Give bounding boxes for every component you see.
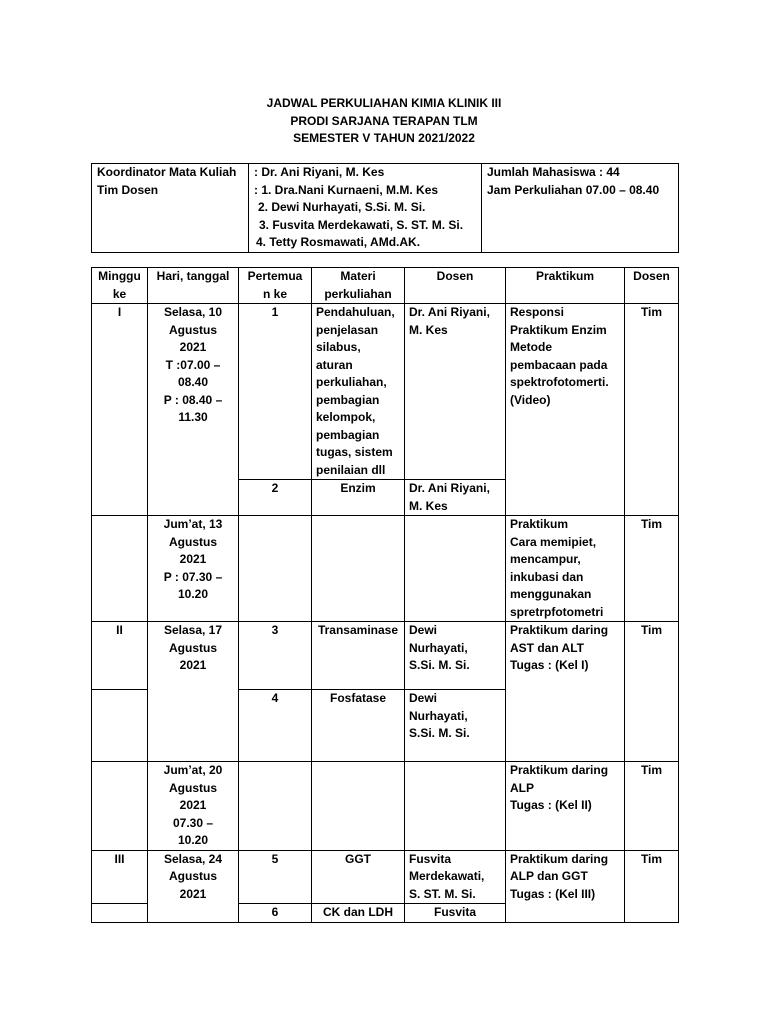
hari-cell: Selasa, 17 Agustus 2021: [148, 622, 239, 690]
dosen-cell: Dewi Nurhayati, S.Si. M. Si.: [405, 622, 506, 690]
coordinator-name: : Dr. Ani Riyani, M. Kes: [254, 165, 385, 179]
minggu-cell: II: [92, 622, 148, 690]
minggu-cell: [92, 762, 148, 851]
table-row: [92, 304, 679, 480]
materi-cell: Pendahuluan, penjelasan silabus, aturan perkuliahan, pembagian kelompok, pembagian tugas, sistem penilaian dll: [312, 304, 405, 480]
hari-cell: Jum’at, 20 Agustus 2021 07.30 – 10.20: [148, 762, 239, 851]
table-row: [92, 516, 679, 622]
praktikum-cell: Praktikum daring ALP dan GGT Tugas : (Kel III): [506, 850, 625, 922]
pertemuan-cell: 2: [239, 480, 312, 516]
pertemuan-cell: [239, 516, 312, 622]
document-heading: [0, 95, 768, 148]
dosen-cell: Dr. Ani Riyani, M. Kes: [405, 304, 506, 480]
header-materi: Materi perkuliahan: [312, 268, 405, 304]
dosen-praktikum-cell: Tim: [625, 304, 679, 516]
praktikum-cell: Praktikum Cara memipiet, mencampur, inkubasi dan menggunakan spretrpfotometri: [506, 516, 625, 622]
hari-cell: Selasa, 10 Agustus 2021 T :07.00 – 08.40 P : 08.40 – 11.30: [148, 304, 239, 516]
materi-cell: Transaminase: [312, 622, 405, 690]
coordinator-info-table: [91, 163, 679, 253]
materi-cell: Enzim: [312, 480, 405, 516]
praktikum-cell: Praktikum daring ALP Tugas : (Kel II): [506, 762, 625, 851]
info-labels-cell: [92, 164, 249, 253]
team-member-3: 3. Fusvita Merdekawati, S. ST. M. Si.: [259, 217, 464, 232]
materi-cell: Fosfatase: [312, 690, 405, 762]
header-hari: Hari, tanggal: [148, 268, 239, 304]
header-dosen-praktikum: Dosen: [625, 268, 679, 304]
minggu-cell: [92, 904, 148, 923]
header-praktikum: Praktikum: [506, 268, 625, 304]
pertemuan-cell: 6: [239, 904, 312, 923]
table-row: [92, 622, 679, 690]
hari-cell: Jum’at, 13 Agustus 2021 P : 07.30 – 10.20: [148, 516, 239, 622]
minggu-cell: III: [92, 850, 148, 904]
dosen-praktikum-cell: Tim: [625, 516, 679, 622]
header-pertemuan: Pertemua n ke: [239, 268, 312, 304]
materi-cell: GGT: [312, 850, 405, 904]
heading-program: PRODI SARJANA TERAPAN TLM: [290, 113, 478, 128]
minggu-cell: [92, 516, 148, 622]
heading-title: JADWAL PERKULIAHAN KIMIA KLINIK III: [266, 96, 502, 110]
lecture-hours: Jam Perkuliahan 07.00 – 08.40: [487, 182, 660, 197]
hari-cell: Selasa, 24 Agustus 2021: [148, 850, 239, 922]
materi-cell: [312, 516, 405, 622]
praktikum-cell: Responsi Praktikum Enzim Metode pembacaan pada spektrofotomerti. (Video): [506, 304, 625, 516]
heading-semester: SEMESTER V TAHUN 2021/2022: [293, 131, 475, 145]
student-count: Jumlah Mahasiswa : 44: [487, 165, 620, 179]
dosen-cell: [405, 762, 506, 851]
minggu-cell: I: [92, 304, 148, 516]
dosen-praktikum-cell: Tim: [625, 850, 679, 922]
table-header-row: [92, 268, 679, 304]
team-member-4: 4. Tetty Rosmawati, AMd.AK.: [256, 235, 421, 249]
team-member-2: 2. Dewi Nurhayati, S.Si. M. Si.: [258, 200, 426, 214]
team-member-1: : 1. Dra.Nani Kurnaeni, M.M. Kes: [254, 182, 439, 197]
materi-cell: CK dan LDH: [312, 904, 405, 923]
praktikum-cell: Praktikum daring AST dan ALT Tugas : (Kel I): [506, 622, 625, 762]
info-right-cell: [482, 164, 679, 253]
table-row: [92, 850, 679, 904]
team-label: Tim Dosen: [97, 182, 159, 197]
pertemuan-cell: 3: [239, 622, 312, 690]
schedule-table: [91, 267, 679, 923]
dosen-cell: [405, 516, 506, 622]
table-row: [92, 762, 679, 851]
dosen-praktikum-cell: Tim: [625, 762, 679, 851]
info-values-cell: [249, 164, 482, 253]
dosen-cell: Fusvita Merdekawati, S. ST. M. Si.: [405, 850, 506, 904]
header-minggu: Minggu ke: [92, 268, 148, 304]
dosen-cell: Dr. Ani Riyani, M. Kes: [405, 480, 506, 516]
dosen-praktikum-cell: Tim: [625, 622, 679, 762]
materi-cell: [312, 762, 405, 851]
dosen-cell: Dewi Nurhayati, S.Si. M. Si.: [405, 690, 506, 762]
pertemuan-cell: 4: [239, 690, 312, 762]
hari-cell: [148, 690, 239, 762]
pertemuan-cell: [239, 762, 312, 851]
minggu-cell: [92, 690, 148, 762]
pertemuan-cell: 1: [239, 304, 312, 480]
dosen-cell: Fusvita: [405, 904, 506, 923]
coordinator-label: Koordinator Mata Kuliah: [97, 165, 237, 179]
header-dosen: Dosen: [405, 268, 506, 304]
pertemuan-cell: 5: [239, 850, 312, 904]
